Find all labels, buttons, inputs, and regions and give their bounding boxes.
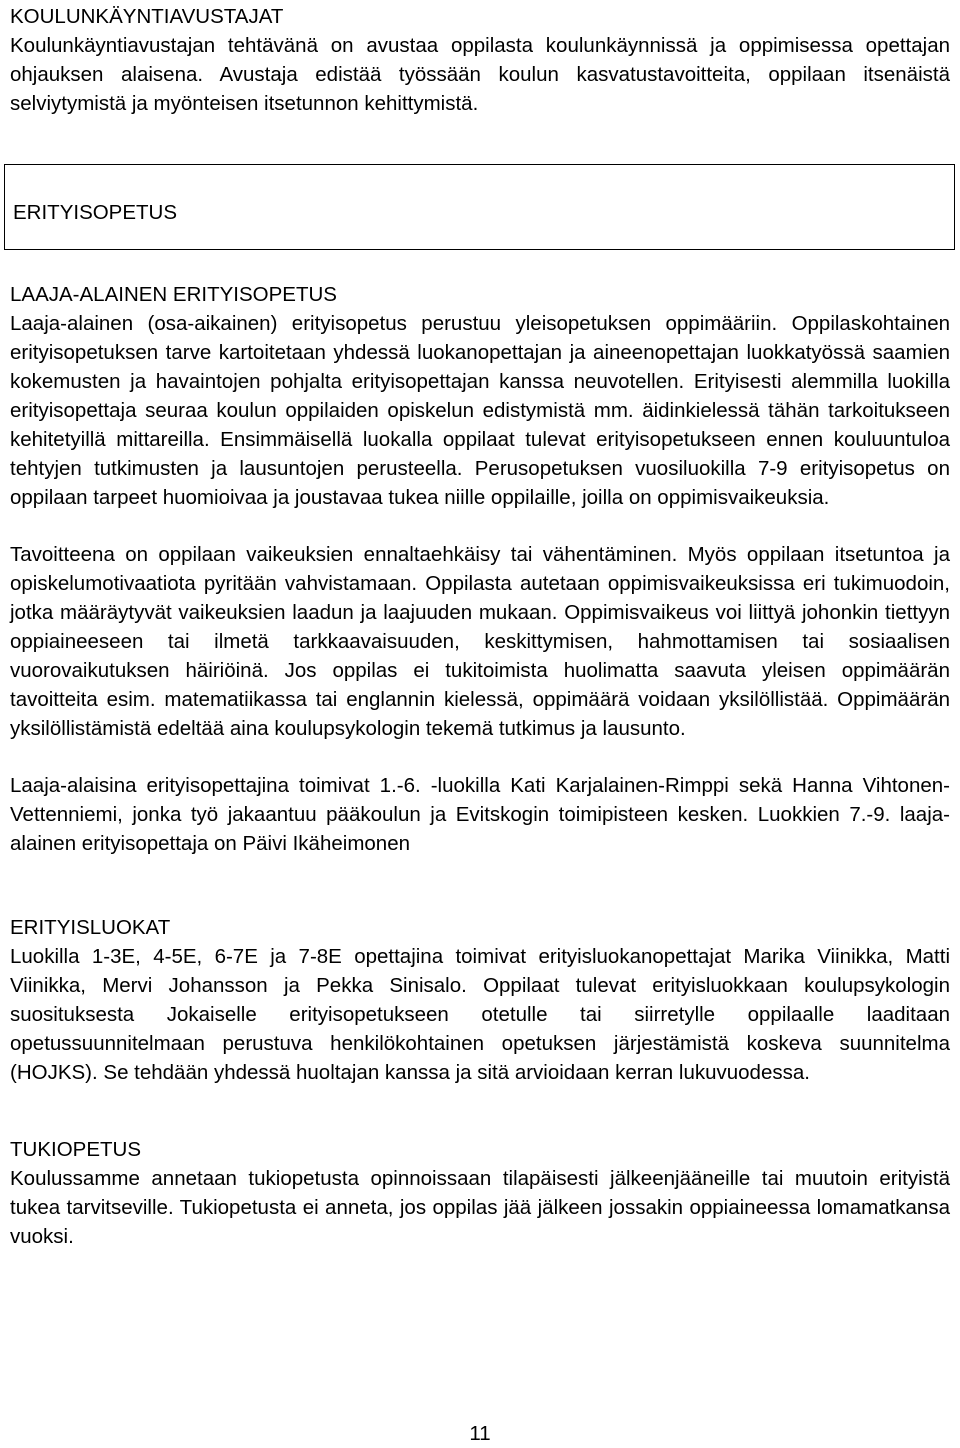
section-tukiopetus — [10, 1135, 950, 1251]
section-heading: LAAJA-ALAINEN ERITYISOPETUS — [10, 283, 337, 306]
section-paragraph: Luokilla 1-3E, 4-5E, 6-7E ja 7-8E opettajina toimivat erityisluokanopettajat Marika Viinikka, Matti Viinikka, Mervi Johansson ja Pekka Sinisalo. Oppilaat tulevat erityisluokkaan koulupsykologin suosituksesta Jokaiselle erityisopetukseen otetulle tai siirretylle oppilaalle laaditaan opetussuunnitelmaan perustuva henkilökohtainen opetuksen järjestämistä koskeva suunnitelma (HOJKS). Se tehdään yhdessä huoltajan kanssa ja sitä arvioidaan kerran lukuvuodessa. — [10, 945, 950, 1084]
section-erityisluokat — [10, 913, 950, 1087]
section-laaja-alainen-erityisopetus — [10, 280, 950, 858]
section-paragraph: Tavoitteena on oppilaan vaikeuksien ennaltaehkäisy tai vähentäminen. Myös oppilaan itsetuntoa ja opiskelumotivaatiota pyritään vahvistamaan. Oppilasta autetaan oppimisvaikeuksissa eri tukimuodoin, jotka määräytyvät vaikeuksien laadun ja laajuuden mukaan. Oppimisvaikeus voi liittyä johonkin tiettyyn oppiaineeseen tai ilmetä tarkkaavaisuuden, keskittymisen, hahmottamisen tai sosiaalisen vuorovaikutuksen häiriöinä. Jos oppilas ei tukitoimista huolimatta saavuta yleisen oppimäärän tavoitteita esim. matematiikassa tai englannin kielessä, oppimäärä voidaan yksilöllistää. Oppimäärän yksilöllistämistä edeltää aina koulupsykologin tekemä tutkimus ja lausunto. — [10, 543, 950, 740]
section-koulunkayntiavustajat — [10, 2, 950, 118]
section-paragraph: Laaja-alaisina erityisopettajina toimivat 1.-6. -luokilla Kati Karjalainen-Rimppi sekä Hanna Vihtonen-Vettenniemi, jonka työ jakaantuu pääkoulun ja Evitskogin toimipisteen kesken. Luokkien 7.-9. laaja-alainen erityisopettaja on Päivi Ikäheimonen — [10, 774, 950, 855]
page-number: 11 — [469, 1422, 491, 1445]
erityisopetus-title-box — [4, 164, 955, 250]
section-paragraph: Koulunkäyntiavustajan tehtävänä on avustaa oppilasta koulunkäynnissä ja oppimisessa opettajan ohjauksen alaisena. Avustaja edistää työssään koulun kasvatustavoitteita, oppilaan itsenäistä selviytymistä ja myönteisen itsetunnon kehittymistä. — [10, 34, 950, 115]
section-paragraph: Laaja-alainen (osa-aikainen) erityisopetus perustuu yleisopetuksen oppimääriin. Oppilaskohtainen erityisopetuksen tarve kartoitetaan yhdessä luokanopettajan ja aineenopettajan luokkatyössä saamien kokemusten ja havaintojen pohjalta erityisopettajan kanssa neuvotellen. Erityisesti alemmilla luokilla erityisopettaja seuraa koulun oppilaiden opiskelun edistymistä mm. äidinkielessä tähän tarkoitukseen kehitetyillä mittareilla. Ensimmäisellä luokalla oppilaat tulevat erityisopetukseen ennen kouluuntuloa tehtyjen tutkimusten ja lausuntojen perusteella. Perusopetuksen vuosiluokilla 7-9 erityisopetus on oppilaan tarpeet huomioivaa ja joustavaa tukea niille oppilaille, joilla on oppimisvaikeuksia. — [10, 312, 950, 509]
section-heading: TUKIOPETUS — [10, 1138, 141, 1161]
section-heading: ERITYISLUOKAT — [10, 916, 171, 939]
section-heading: KOULUNKÄYNTIAVUSTAJAT — [10, 5, 284, 28]
box-title: ERITYISOPETUS — [13, 201, 178, 224]
section-paragraph: Koulussamme annetaan tukiopetusta opinnoissaan tilapäisesti jälkeenjääneille tai muutoin erityistä tukea tarvitseville. Tukiopetusta ei anneta, jos oppilas jää jälkeen jossakin oppiaineessa lomamatkansa vuoksi. — [10, 1167, 950, 1248]
